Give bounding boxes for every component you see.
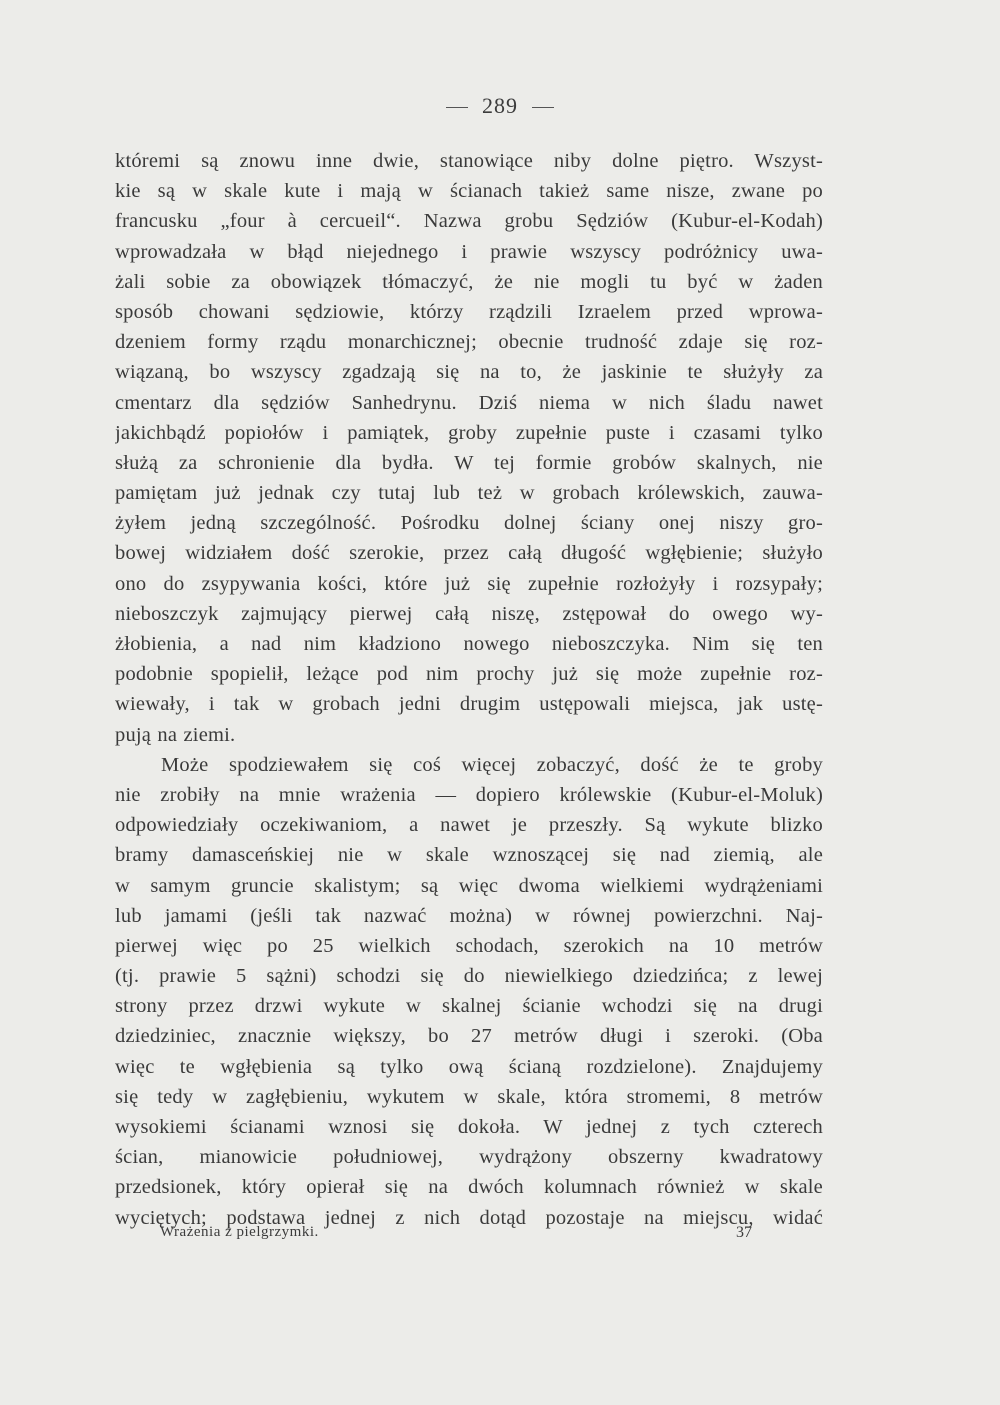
text-line: Może spodziewałem się coś więcej zobaczyć, dość że te groby	[161, 753, 823, 776]
text-line: dziedziniec, znacznie większy, bo 27 metrów długi i szeroki. (Oba	[115, 1025, 823, 1048]
text-line: ono do zsypywania kości, które już się zupełnie rozłożyły i rozsypały;	[115, 572, 823, 595]
text-line: pamiętam już jednak czy tutaj lub też w grobach królewskich, zauwa-	[115, 482, 823, 505]
text-line: odpowiedziały oczekiwaniom, a nawet je przeszły. Są wykute blizko	[115, 814, 823, 837]
text-line: wprowadzała w błąd niejednego i prawie wszyscy podróżnicy uwa-	[115, 240, 823, 263]
text-line: jakichbądź popiołów i pamiątek, groby zupełnie puste i czasami tylko	[115, 421, 823, 444]
text-line: podobnie spopielił, leżące pod nim prochy już się może zupełnie roz-	[115, 663, 823, 686]
text-line: kie są w skale kute i mają w ścianach takież same nisze, zwane po	[115, 180, 823, 203]
text-line: żali sobie za obowiązek tłómaczyć, że nie mogli tu być w żaden	[115, 270, 823, 293]
text-line: dzeniem formy rządu monarchicznej; obecnie trudność zdaje się roz-	[115, 331, 823, 354]
text-line: strony przez drzwi wykute w skalnej ścianie wchodzi się na drugi	[115, 995, 823, 1018]
text-line: się tedy w zagłębieniu, wykutem w skale, która stromemi, 8 metrów	[115, 1085, 823, 1108]
text-line: ścian, mianowicie południowej, wydrążony obszerny kwadratowy	[115, 1146, 823, 1169]
dash-right	[532, 107, 554, 108]
text-line: żyłem jedną szczególność. Pośrodku dolnej ściany onej niszy gro-	[115, 512, 823, 535]
text-line: służą za schronienie dla bydła. W tej formie grobów skalnych, nie	[115, 451, 823, 474]
text-line: (tj. prawie 5 sążni) schodzi się do niewielkiego dziedzińca; z lewej	[115, 965, 823, 988]
text-line: nie zrobiły na mnie wrażenia — dopiero królewskie (Kubur-el-Moluk)	[115, 783, 823, 806]
page-number: 289	[482, 93, 518, 118]
text-line: bramy damasceńskiej nie w skale wznoszącej się nad ziemią, ale	[115, 844, 823, 867]
text-line: przedsionek, który opierał się na dwóch kolumnach również w skale	[115, 1176, 823, 1199]
text-line: nieboszczyk zajmujący pierwej całą niszę, zstępował do owego wy-	[115, 602, 823, 625]
body-text	[115, 146, 823, 1233]
text-line: bowej widziałem dość szerokie, przez całą długość wgłębienie; służyło	[115, 542, 823, 565]
footer-title: Wrażenia z pielgrzymki.	[160, 1224, 319, 1240]
text-line: żłobienia, a nad nim kładziono nowego nieboszczyka. Nim się ten	[115, 633, 823, 655]
text-line: wiewały, i tak w grobach jedni drugim ustępowali miejsca, jak ustę-	[115, 693, 823, 716]
signature-mark: 37	[736, 1224, 752, 1241]
text-line: sposób chowani sędziowie, którzy rządzili Izraelem przed wprowa-	[115, 300, 823, 323]
text-line: cmentarz dla sędziów Sanhedrynu. Dziś niema w nich śladu nawet	[115, 391, 823, 414]
text-line: pują na ziemi.	[115, 723, 236, 746]
text-line: wyciętych; podstawa jednej z nich dotąd pozostaje na miejscu, widać	[115, 1206, 823, 1229]
dash-left	[446, 107, 468, 108]
text-line: któremi są znowu inne dwie, stanowiące niby dolne piętro. Wszyst-	[115, 150, 823, 172]
text-line: więc te wgłębienia są tylko ową ścianą rozdzielone). Znajdujemy	[115, 1055, 823, 1078]
text-line: wysokiemi ścianami wznosi się dokoła. W jednej z tych czterech	[115, 1116, 823, 1138]
text-line: francusku „four à cercueil“. Nazwa grobu Sędziów (Kubur-el-Kodah)	[115, 210, 823, 233]
text-line: lub jamami (jeśli tak nazwać można) w równej powierzchni. Naj-	[115, 904, 823, 927]
text-line: pierwej więc po 25 wielkich schodach, szerokich na 10 metrów	[115, 934, 823, 957]
text-line: wiązaną, bo wszyscy zgadzają się na to, że jaskinie te służyły za	[115, 361, 823, 384]
page-header	[0, 93, 1000, 119]
page-footer	[160, 1224, 752, 1248]
text-line: w samym gruncie skalistym; są więc dwoma wielkiemi wydrążeniami	[115, 874, 823, 897]
